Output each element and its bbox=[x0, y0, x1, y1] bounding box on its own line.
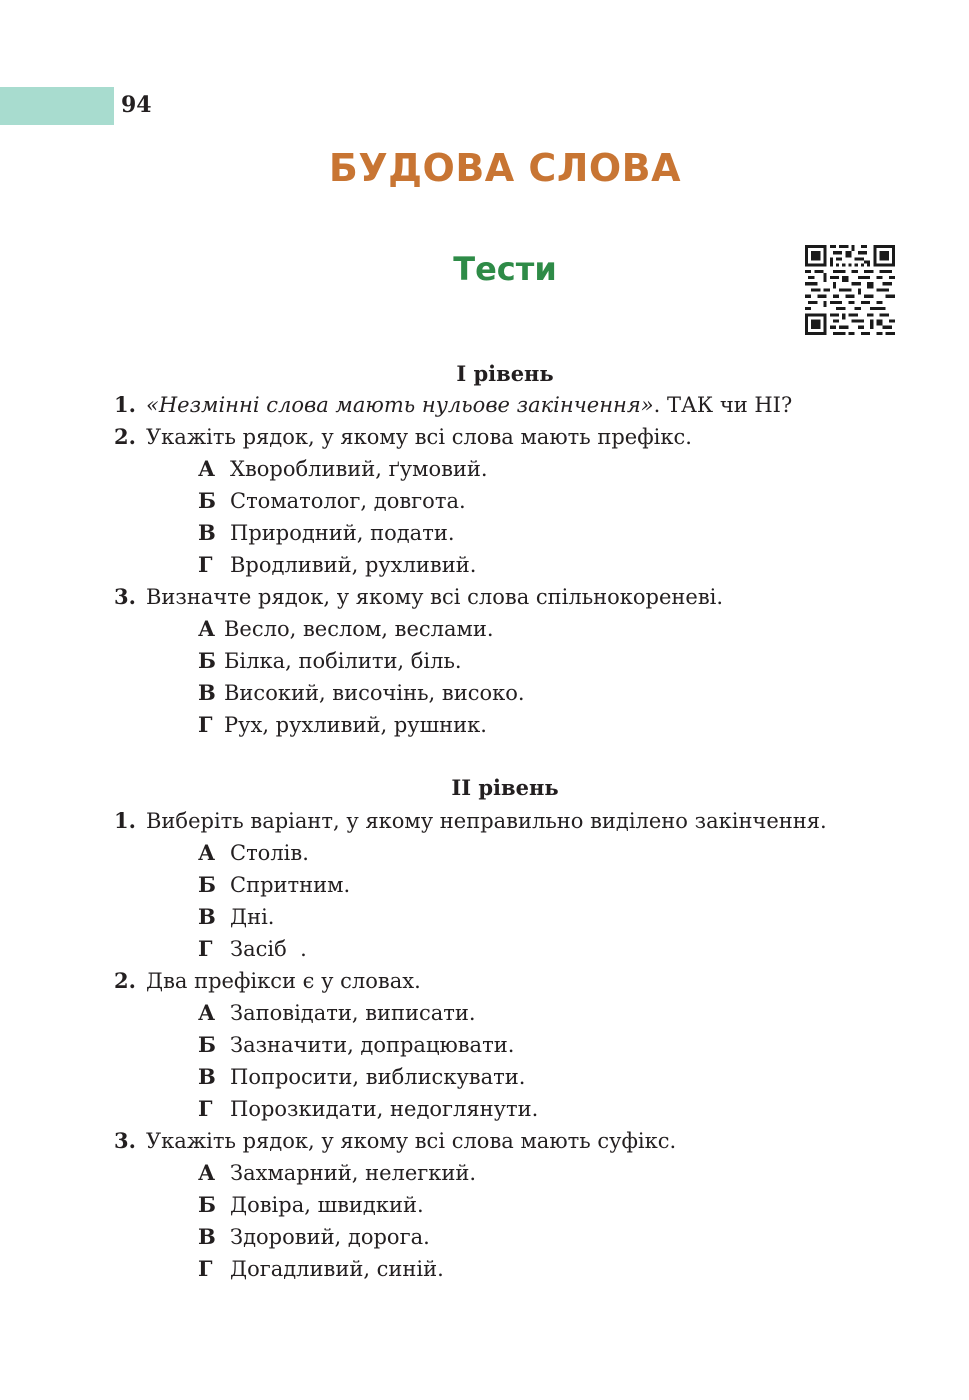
option-g: Г Вродливий, рухливий. bbox=[198, 552, 477, 577]
option-a: А Заповідати, виписати. bbox=[198, 1000, 476, 1025]
option-g: Г Рух, рухливий, рушник. bbox=[198, 712, 487, 737]
question-2-1 bbox=[114, 805, 827, 837]
question-text: Укажіть рядок, у якому всі слова мають префікс. bbox=[146, 425, 692, 449]
question-number: 2. bbox=[114, 968, 136, 993]
question-1-1 bbox=[114, 389, 792, 421]
option-g: Г Засіб . bbox=[198, 936, 307, 961]
option-b: Б Спритним. bbox=[198, 872, 351, 897]
option-a: А Столів. bbox=[198, 840, 309, 865]
option-v: В Попросити, виблискувати. bbox=[198, 1064, 526, 1089]
page-title: БУДОВА СЛОВА bbox=[328, 146, 682, 190]
question-1-2 bbox=[114, 421, 692, 453]
option-v: В Здоровий, дорога. bbox=[198, 1224, 430, 1249]
question-tail: . ТАК чи НІ? bbox=[653, 393, 793, 417]
option-v: В Природний, подати. bbox=[198, 520, 455, 545]
option-b: Б Зазначити, допрацювати. bbox=[198, 1032, 515, 1057]
level-2-heading: ІІ рівень bbox=[451, 775, 559, 800]
option-b: Б Довіра, швидкий. bbox=[198, 1192, 424, 1217]
question-text: Укажіть рядок, у якому всі слова мають суфікс. bbox=[146, 1129, 677, 1153]
question-quote: «Незмінні слова мають нульове закінчення» bbox=[146, 393, 654, 417]
option-a: А Захмарний, нелегкий. bbox=[198, 1160, 477, 1185]
question-number: 3. bbox=[114, 1128, 136, 1153]
option-g: Г Догадливий, синій. bbox=[198, 1256, 444, 1281]
question-number: 3. bbox=[114, 584, 136, 609]
option-a: А Хворобливий, ґумовий. bbox=[198, 456, 488, 481]
question-number: 1. bbox=[114, 392, 136, 417]
option-v: В Високий, височінь, високо. bbox=[198, 680, 525, 705]
question-2-2 bbox=[114, 965, 421, 997]
section-title: Тести bbox=[453, 250, 557, 288]
level-1-heading: І рівень bbox=[456, 361, 554, 386]
option-g: Г Порозкидати, недоглянути. bbox=[198, 1096, 539, 1121]
option-b: Б Білка, побілити, біль. bbox=[198, 648, 462, 673]
option-b: Б Стоматолог, довгота. bbox=[198, 488, 466, 513]
question-2-3 bbox=[114, 1125, 676, 1157]
qr-code-icon[interactable] bbox=[805, 245, 895, 335]
question-number: 2. bbox=[114, 424, 136, 449]
option-a: А Весло, веслом, веслами. bbox=[198, 616, 494, 641]
option-v: В Дні. bbox=[198, 904, 275, 929]
question-text: Визначте рядок, у якому всі слова спільнокореневі. bbox=[146, 585, 724, 609]
question-text: Два префікси є у словах. bbox=[146, 969, 421, 993]
question-number: 1. bbox=[114, 808, 136, 833]
question-text: Виберіть варіант, у якому неправильно виділено закінчення. bbox=[146, 809, 827, 833]
question-1-3 bbox=[114, 581, 723, 613]
page-tab-band bbox=[0, 87, 114, 125]
page-number: 94 bbox=[121, 92, 152, 118]
